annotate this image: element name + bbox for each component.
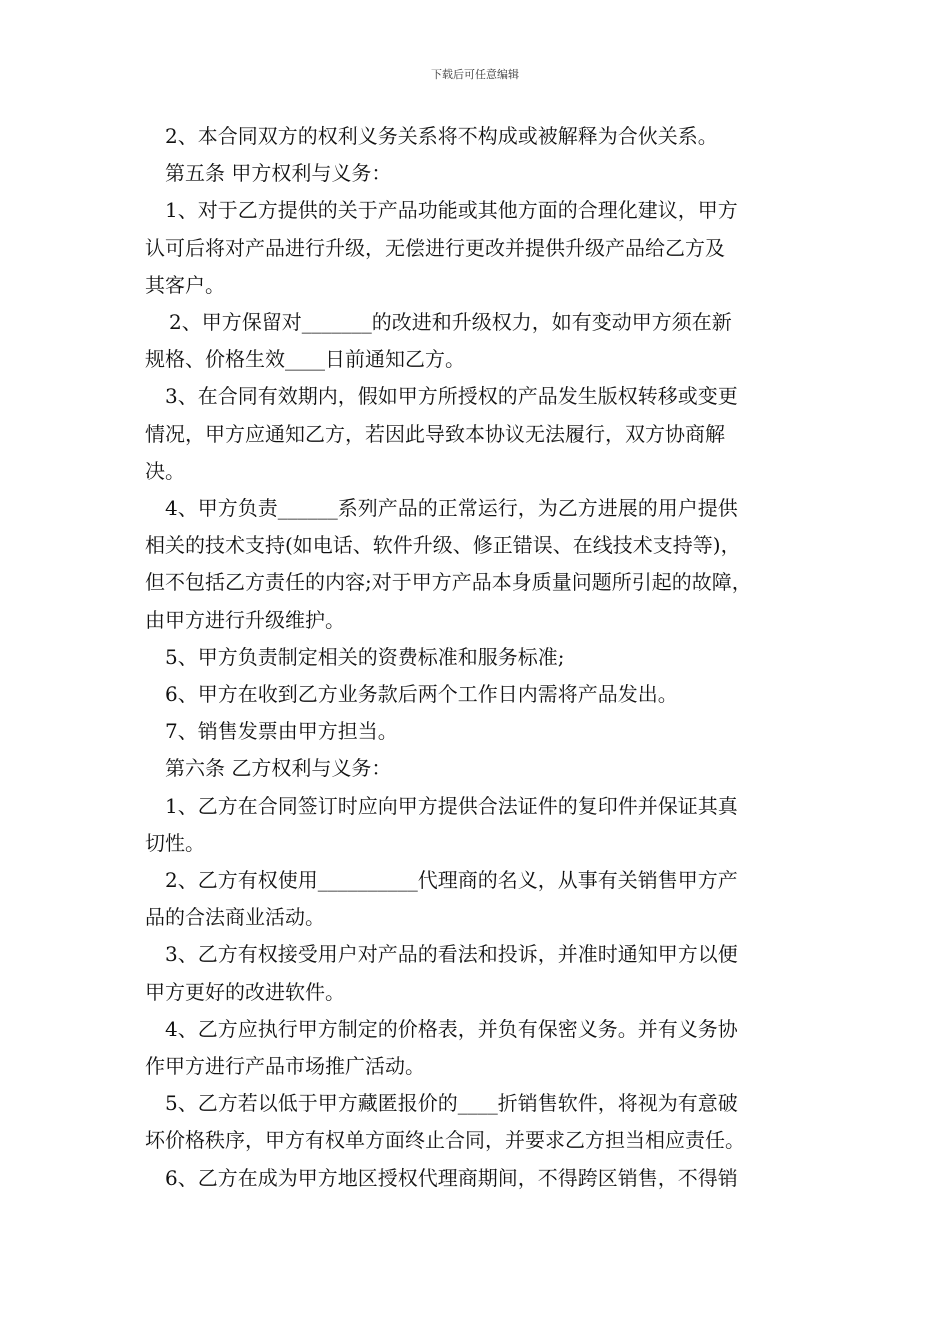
text-line: 由甲方进行升级维护。 xyxy=(145,607,345,632)
text-line: 1、对于乙方提供的关于产品功能或其他方面的合理化建议，甲方 xyxy=(165,198,738,223)
text-line: 决。 xyxy=(145,458,185,483)
text-line: 情况，甲方应通知乙方，若因此导致本协议无法履行，双方协商解 xyxy=(145,421,725,446)
text-line: 甲方更好的改进软件。 xyxy=(145,979,345,1004)
text-line: 6、乙方在成为甲方地区授权代理商期间，不得跨区销售，不得销 xyxy=(165,1165,738,1190)
text-line: 作甲方进行产品市场推广活动。 xyxy=(145,1054,425,1079)
text-line: 4、甲方负责______系列产品的正常运行，为乙方进展的用户提供 xyxy=(165,496,738,521)
text-line: 认可后将对产品进行升级，无偿进行更改并提供升级产品给乙方及 xyxy=(145,235,725,260)
text-line: 4、乙方应执行甲方制定的价格表，并负有保密义务。并有义务协 xyxy=(165,1016,738,1041)
text-line: 2、乙方有权使用__________代理商的名义，从事有关销售甲方产 xyxy=(165,868,738,893)
document-body xyxy=(145,118,825,1197)
text-line: 但不包括乙方责任的内容;对于甲方产品本身质量问题所引起的故障， xyxy=(145,570,752,595)
text-line: 第五条 甲方权利与义务： xyxy=(165,161,392,186)
text-line: 1、乙方在合同签订时应向甲方提供合法证件的复印件并保证其真 xyxy=(165,793,738,818)
text-line: 6、甲方在收到乙方业务款后两个工作日内需将产品发出。 xyxy=(165,682,678,707)
text-line: 坏价格秩序，甲方有权单方面终止合同，并要求乙方担当相应责任。 xyxy=(145,1128,745,1153)
text-line: 5、甲方负责制定相关的资费标准和服务标准; xyxy=(165,644,565,669)
text-line: 2、本合同双方的权利义务关系将不构成或被解释为合伙关系。 xyxy=(165,124,718,148)
text-line: 切性。 xyxy=(145,830,205,855)
text-line: 3、乙方有权接受用户对产品的看法和投诉，并准时通知甲方以便 xyxy=(165,942,738,967)
page-header: 下载后可任意编辑 xyxy=(431,68,519,81)
text-line: 规格、价格生效____日前通知乙方。 xyxy=(145,347,465,372)
text-line: 第六条 乙方权利与义务： xyxy=(165,756,392,781)
text-line: 2、甲方保留对_______的改进和升级权力，如有变动甲方须在新 xyxy=(169,310,732,335)
text-line: 7、销售发票由甲方担当。 xyxy=(165,719,398,744)
text-line: 品的合法商业活动。 xyxy=(145,905,325,930)
text-line: 其客户。 xyxy=(145,272,225,297)
text-line: 相关的技术支持(如电话、软件升级、修正错误、在线技术支持等)， xyxy=(145,533,741,558)
text-line: 5、乙方若以低于甲方藏匿报价的____折销售软件，将视为有意破 xyxy=(165,1091,738,1116)
text-line: 3、在合同有效期内，假如甲方所授权的产品发生版权转移或变更 xyxy=(165,384,738,409)
